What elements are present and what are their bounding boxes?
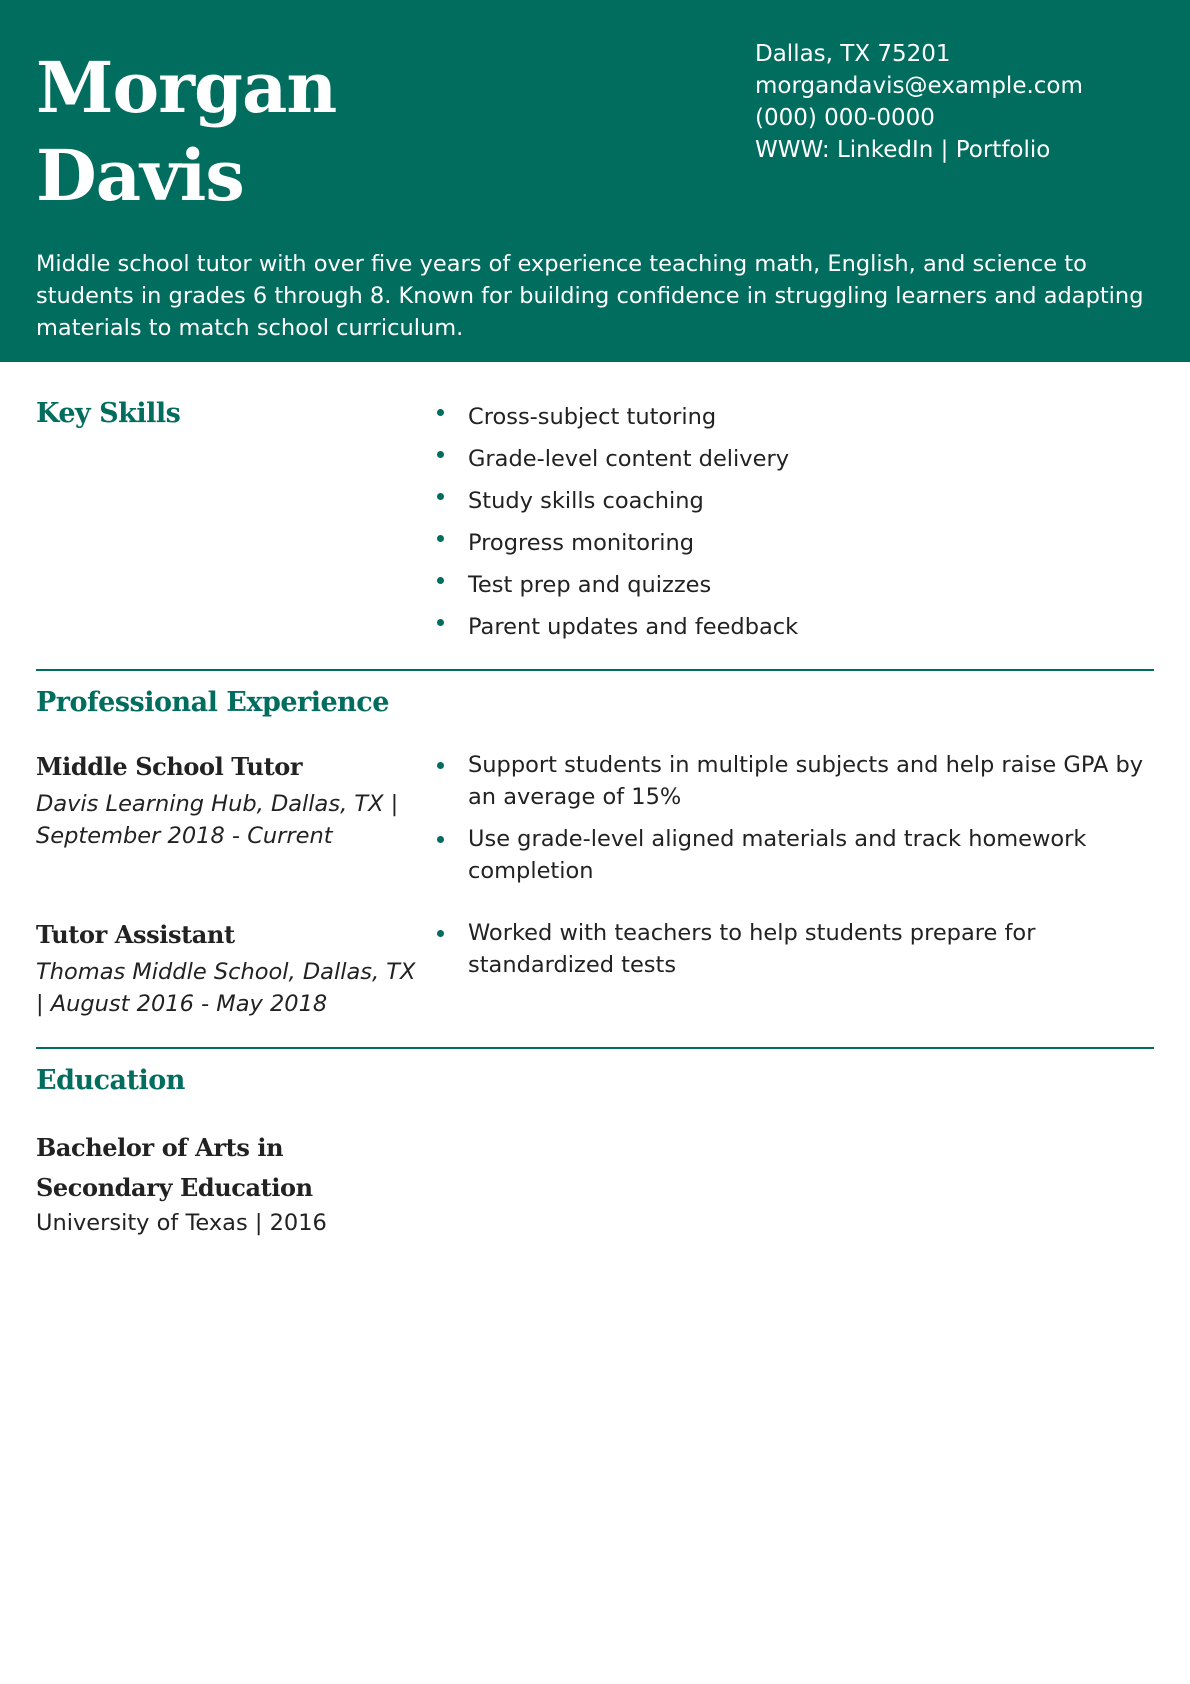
resume-header <box>0 0 1190 362</box>
job-meta: Thomas Middle School, Dallas, TX | August 2016 - May 2018 <box>36 959 416 1017</box>
web-prefix: WWW: <box>755 137 837 163</box>
skill-item: Study skills coaching <box>434 480 798 522</box>
job-meta: Davis Learning Hub, Dallas, TX | September 2018 - Current <box>36 791 399 849</box>
section-title-experience: Professional Experience <box>36 687 389 718</box>
skill-item: Progress monitoring <box>434 522 798 564</box>
skill-item: Parent updates and feedback <box>434 606 798 648</box>
skill-item: Test prep and quizzes <box>434 564 798 606</box>
skill-item: Grade-level content delivery <box>434 438 798 480</box>
contact-block <box>755 38 1083 166</box>
candidate-name <box>36 44 336 220</box>
job-bullets <box>434 749 1168 897</box>
job-title: Tutor Assistant <box>36 920 235 949</box>
section-title-education: Education <box>36 1065 185 1096</box>
job-title: Middle School Tutor <box>36 752 303 781</box>
professional-summary: Middle school tutor with over five years of experience teaching math, English, and science to students in grades 6 through 8. Known for building confidence in struggling learners and adapting materials to match school curriculum. <box>36 251 1144 341</box>
job-bullet: Worked with teachers to help students prepare for standardized tests <box>434 917 1168 981</box>
web-separator: | <box>933 137 956 163</box>
section-title-skills: Key Skills <box>36 398 181 429</box>
portfolio-link[interactable]: Portfolio <box>955 137 1051 163</box>
job-bullets <box>434 917 1168 991</box>
contact-location: Dallas, TX 75201 <box>755 41 951 67</box>
job-bullet: Use grade-level aligned materials and track homework completion <box>434 823 1168 887</box>
section-divider <box>36 1047 1154 1049</box>
contact-email[interactable]: morgandavis@example.com <box>755 73 1083 99</box>
linkedin-link[interactable]: LinkedIn <box>836 137 934 163</box>
contact-web <box>755 134 1083 166</box>
first-name: Morgan <box>36 46 337 129</box>
degree: Bachelor of Arts in Secondary Education <box>36 1133 313 1202</box>
school: University of Texas | 2016 <box>36 1210 327 1236</box>
skill-item: Cross-subject tutoring <box>434 396 798 438</box>
skills-list <box>434 396 798 648</box>
job-bullet: Support students in multiple subjects and help raise GPA by an average of 15% <box>434 749 1168 813</box>
last-name: Davis <box>36 134 244 217</box>
contact-phone: (000) 000-0000 <box>755 105 935 131</box>
section-divider <box>36 669 1154 671</box>
